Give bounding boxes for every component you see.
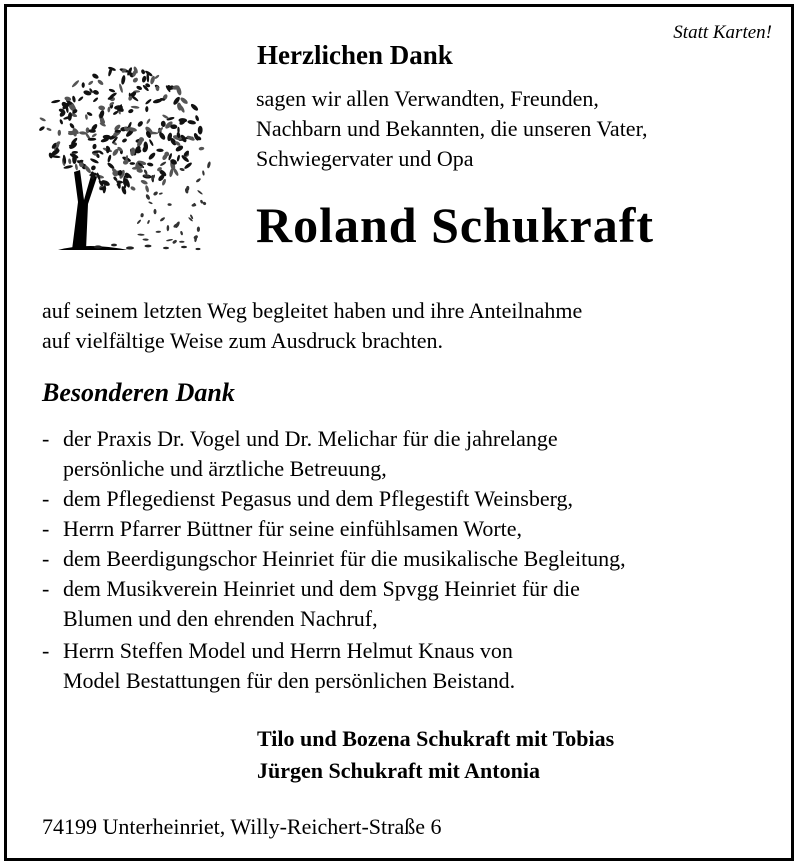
list-item-text: dem Musikverein Heinriet und dem Spvgg Heinriet für die	[63, 576, 580, 601]
list-dash: -	[42, 426, 50, 451]
list-dash: -	[42, 516, 50, 541]
list-dash: -	[42, 638, 50, 663]
intro-line: Schwiegervater und Opa	[256, 146, 474, 171]
body-line: auf vielfältige Weise zum Ausdruck brachten.	[42, 328, 444, 353]
list-item-text: dem Beerdigungschor Heinriet für die musikalische Begleitung,	[63, 546, 626, 571]
list-item-text: Blumen und den ehrenden Nachruf,	[63, 606, 378, 631]
list-item-text: Model Bestattungen für den persönlichen Beistand.	[63, 668, 516, 693]
list-item	[42, 426, 49, 452]
address: 74199 Unterheinriet, Willy-Reichert-Straße 6	[42, 814, 442, 839]
thanks-heading: Herzlichen Dank	[257, 40, 453, 70]
list-dash: -	[42, 576, 50, 601]
list-item-text: dem Pflegedienst Pegasus und dem Pflegestift Weinsberg,	[63, 486, 574, 511]
deceased-name: Roland Schukraft	[256, 197, 655, 253]
list-item-text: persönliche und ärztliche Betreuung,	[63, 456, 387, 481]
list-item-text: Herrn Pfarrer Büttner für seine einfühlsamen Worte,	[63, 516, 523, 541]
intro-line: sagen wir allen Verwandten, Freunden,	[256, 86, 599, 111]
corner-note: Statt Karten!	[673, 22, 772, 43]
list-dash: -	[42, 486, 50, 511]
signature-line: Jürgen Schukraft mit Antonia	[257, 758, 540, 783]
list-dash: -	[42, 546, 50, 571]
signature-line: Tilo und Bozena Schukraft mit Tobias	[257, 726, 615, 751]
special-thanks-heading: Besonderen Dank	[42, 378, 235, 407]
intro-line: Nachbarn und Bekannten, die unseren Vater,	[256, 116, 648, 141]
body-line: auf seinem letzten Weg begleitet haben und ihre Anteilnahme	[42, 298, 583, 323]
tree-icon	[28, 52, 213, 252]
list-item-text: der Praxis Dr. Vogel und Dr. Melichar für die jahrelange	[63, 426, 558, 451]
list-item-text: Herrn Steffen Model und Herrn Helmut Knaus von	[63, 638, 513, 663]
